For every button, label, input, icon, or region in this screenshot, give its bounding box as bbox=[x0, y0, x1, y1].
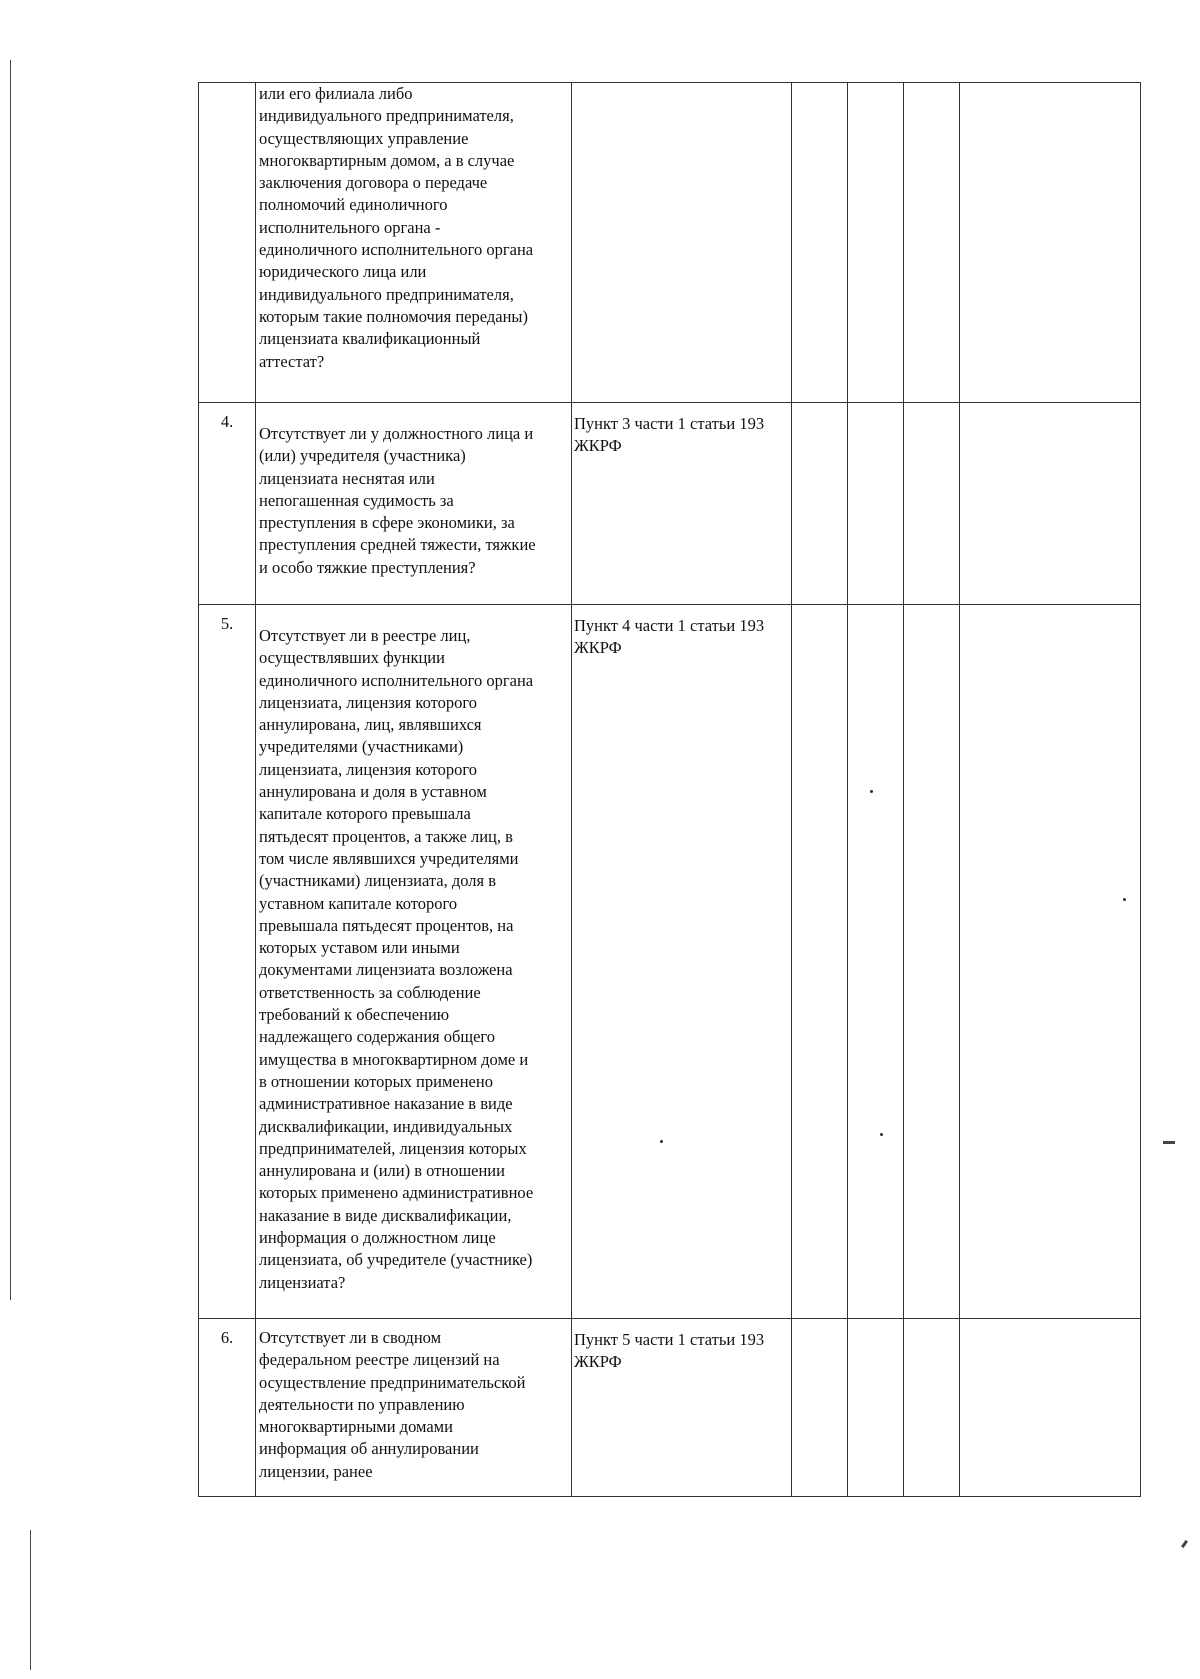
note-cell[interactable] bbox=[960, 1319, 1141, 1497]
answer-yes-cell[interactable] bbox=[792, 403, 848, 605]
row-number: 4. bbox=[220, 412, 234, 431]
reference-text: Пункт 5 части 1 статьи 193 ЖКРФ bbox=[574, 1330, 765, 1372]
table-row bbox=[199, 83, 1141, 403]
table-row bbox=[199, 403, 1141, 605]
question-cell bbox=[256, 403, 572, 605]
reference-cell bbox=[572, 403, 792, 605]
reference-cell bbox=[572, 1319, 792, 1497]
answer-no-cell[interactable] bbox=[848, 83, 904, 403]
table-row bbox=[199, 605, 1141, 1319]
row-number-cell bbox=[199, 83, 256, 403]
question-text: или его филиала либо индивидуального предпринимателя, осуществляющих управление многоквартирным домом, а в случае заключения договора о передаче полномочий единоличного исполнительного органа - единоличного исполнительного органа юридического лица или индивидуального предпринимателя, которым такие полномочия переданы) лицензиата квалификационный аттестат? bbox=[259, 84, 534, 371]
question-text: Отсутствует ли в сводном федеральном реестре лицензий на осуществление предпринимательской деятельности по управлению многоквартирными домами информация об аннулировании лицензии, ранее bbox=[259, 1328, 526, 1481]
left-margin-line-bottom bbox=[30, 1530, 31, 1670]
reference-text: Пункт 4 части 1 статьи 193 ЖКРФ bbox=[574, 616, 765, 658]
scan-dash bbox=[1163, 1141, 1175, 1144]
answer-yes-cell[interactable] bbox=[792, 1319, 848, 1497]
row-number: 6. bbox=[220, 1328, 234, 1347]
note-cell[interactable] bbox=[960, 605, 1141, 1319]
left-margin-line-top bbox=[10, 60, 11, 1300]
row-number: 5. bbox=[220, 614, 234, 633]
answer-na-cell[interactable] bbox=[904, 403, 960, 605]
question-text: Отсутствует ли в реестре лиц, осуществлявших функции единоличного исполнительного органа лицензиата, лицензия которого аннулирована, лиц, являвшихся учредителями (участниками) лицензиата, лицензия которого аннулирована и доля в уставном капитале которого превышала пятьдесят процентов, а также лиц, в том числе являвшихся учредителями (участниками) лицензиата, доля в уставном капитале которого превышала пятьдесят процентов, на которых уставом или иными документами лицензиата возложена ответственность за соблюдение требований к обеспечению надлежащего содержания общего имущества в многоквартирном доме и в отношении которых применено административное наказание в виде дисквалификации, индивидуальных предпринимателей, лицензия которых аннулирована и (или) в отношении которых применено административное наказание в виде дисквалификации, информация о должностном лице лицензиата, об учредителе (участнике) лицензиата? bbox=[259, 626, 534, 1292]
note-cell[interactable] bbox=[960, 83, 1141, 403]
reference-cell bbox=[572, 83, 792, 403]
answer-na-cell[interactable] bbox=[904, 83, 960, 403]
row-number-cell bbox=[199, 605, 256, 1319]
scan-tick bbox=[1181, 1540, 1188, 1548]
answer-yes-cell[interactable] bbox=[792, 605, 848, 1319]
question-text: Отсутствует ли у должностного лица и (или) учредителя (участника) лицензиата неснятая или непогашенная судимость за преступления в сфере экономики, за преступления средней тяжести, тяжкие и особо тяжкие преступления? bbox=[259, 424, 536, 577]
answer-na-cell[interactable] bbox=[904, 1319, 960, 1497]
question-cell bbox=[256, 605, 572, 1319]
checklist-table bbox=[198, 82, 1141, 1497]
note-cell[interactable] bbox=[960, 403, 1141, 605]
reference-cell bbox=[572, 605, 792, 1319]
answer-na-cell[interactable] bbox=[904, 605, 960, 1319]
answer-no-cell[interactable] bbox=[848, 1319, 904, 1497]
question-cell bbox=[256, 83, 572, 403]
question-cell bbox=[256, 1319, 572, 1497]
row-number-cell bbox=[199, 1319, 256, 1497]
reference-text: Пункт 3 части 1 статьи 193 ЖКРФ bbox=[574, 414, 765, 456]
answer-yes-cell[interactable] bbox=[792, 83, 848, 403]
row-number-cell bbox=[199, 403, 256, 605]
answer-no-cell[interactable] bbox=[848, 403, 904, 605]
table-row bbox=[199, 1319, 1141, 1497]
answer-no-cell[interactable] bbox=[848, 605, 904, 1319]
